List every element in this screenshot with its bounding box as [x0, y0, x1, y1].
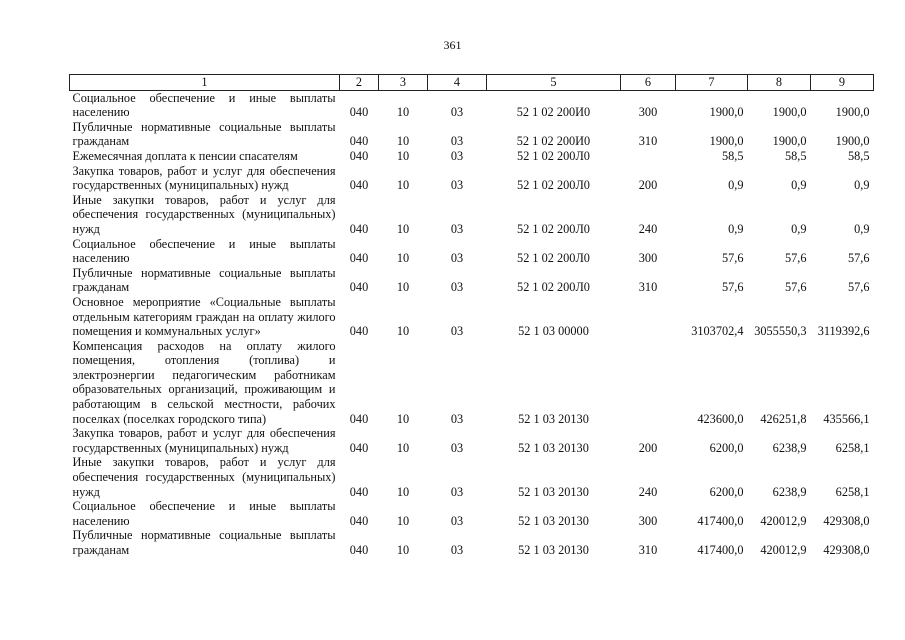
- row-amount-col8: 3055550,3: [754, 324, 807, 339]
- row-gr-code: 040: [349, 484, 369, 499]
- row-expense-type: 240: [638, 484, 658, 499]
- row-amount-col9: 6258,1: [835, 440, 870, 455]
- row-expense-type: 300: [638, 513, 658, 528]
- row-gr-code: 040: [349, 148, 369, 163]
- row-gr-code: 040: [349, 543, 369, 557]
- row-amount-col9: 3119392,6: [817, 324, 870, 339]
- row-amount-col8: 57,6: [784, 280, 807, 295]
- row-amount-col7: 6200,0: [709, 484, 744, 499]
- row-expense-type: 200: [638, 178, 658, 193]
- row-gr-code: 040: [349, 324, 369, 339]
- row-section-code: 10: [396, 221, 410, 236]
- row-expense-type: [621, 149, 676, 164]
- row-expense-type: [621, 295, 676, 339]
- row-description: Ежемесячная доплата к пенсии спасателям: [72, 148, 298, 163]
- row-gr-code: 040: [349, 105, 369, 120]
- row-subsection-code: 03: [450, 221, 464, 236]
- row-subsection-code: 03: [450, 178, 464, 193]
- row-amount-col8: 1900,0: [772, 134, 807, 149]
- row-expense-type: 240: [638, 221, 658, 236]
- table-row: [70, 90, 874, 120]
- header-cell: 3: [379, 75, 428, 91]
- row-amount-col9: 58,5: [847, 148, 870, 163]
- row-gr-code: 040: [349, 513, 369, 528]
- row-target-code: 52 1 02 200Л0: [517, 221, 590, 236]
- header-cell: 5: [487, 75, 621, 91]
- row-amount-col7: 1900,0: [709, 105, 744, 120]
- row-section-code: 10: [396, 411, 410, 426]
- header-cell: 8: [748, 75, 811, 91]
- row-description: Публичные нормативные социальные выплаты гражданам: [72, 265, 336, 295]
- row-gr-code: 040: [349, 251, 369, 266]
- row-target-code: 52 1 02 200И0: [516, 134, 591, 149]
- row-amount-col8: 1900,0: [772, 105, 807, 120]
- table-row: [70, 164, 874, 193]
- table-row: [70, 528, 874, 557]
- row-amount-col8: 426251,8: [760, 411, 807, 426]
- row-expense-type: 300: [638, 105, 658, 120]
- table-row: [70, 266, 874, 295]
- row-amount-col9: 0,9: [854, 178, 870, 193]
- row-section-code: 10: [396, 484, 410, 499]
- row-amount-col8: 58,5: [784, 148, 807, 163]
- row-amount-col7: 58,5: [721, 148, 744, 163]
- row-amount-col8: 6238,9: [772, 484, 807, 499]
- row-section-code: 10: [396, 251, 410, 266]
- row-target-code: 52 1 02 200Л0: [517, 251, 590, 266]
- row-amount-col9: 429308,0: [823, 513, 870, 528]
- header-cell: 1: [70, 75, 340, 91]
- row-target-code: 52 1 02 200И0: [516, 105, 591, 120]
- table-row: [70, 339, 874, 427]
- row-expense-type: [621, 339, 676, 427]
- row-description: Закупка товаров, работ и услуг для обеспечения государственных (муниципальных) нужд: [72, 163, 336, 193]
- row-amount-col9: 1900,0: [835, 105, 870, 120]
- row-expense-type: 310: [638, 280, 658, 295]
- row-amount-col7: 417400,0: [697, 513, 744, 528]
- row-amount-col7: 0,9: [728, 221, 744, 236]
- header-cell: 7: [676, 75, 748, 91]
- row-description: Социальное обеспечение и иные выплаты населению: [72, 236, 336, 266]
- row-gr-code: 040: [349, 221, 369, 236]
- page-number: 361: [443, 38, 462, 52]
- row-section-code: 10: [396, 105, 410, 120]
- row-amount-col8: 57,6: [784, 251, 807, 266]
- row-target-code: 52 1 03 20130: [518, 484, 589, 499]
- row-subsection-code: 03: [450, 148, 464, 163]
- table-row: [70, 237, 874, 266]
- table-row: [70, 295, 874, 339]
- row-subsection-code: 03: [450, 440, 464, 455]
- row-gr-code: 040: [349, 440, 369, 455]
- table-row: [70, 193, 874, 237]
- row-subsection-code: 03: [450, 105, 464, 120]
- header-row: [70, 75, 874, 91]
- row-section-code: 10: [396, 324, 410, 339]
- header-cell: 2: [340, 75, 379, 91]
- row-subsection-code: 03: [450, 484, 464, 499]
- row-amount-col8: 0,9: [791, 221, 807, 236]
- row-description: Основное мероприятие «Социальные выплаты отдельным категориям граждан на оплату жилого помещения и коммунальных услуг»: [72, 294, 336, 339]
- row-description: Закупка товаров, работ и услуг для обеспечения государственных (муниципальных) нужд: [72, 426, 336, 455]
- table-row: [70, 499, 874, 528]
- header-cell: 6: [621, 75, 676, 91]
- row-section-code: 10: [396, 134, 410, 149]
- row-target-code: 52 1 02 200Л0: [517, 280, 590, 295]
- table-row: [70, 455, 874, 499]
- row-subsection-code: 03: [450, 411, 464, 426]
- row-amount-col7: 57,6: [721, 280, 744, 295]
- row-expense-type: 310: [638, 543, 658, 557]
- row-amount-col7: 6200,0: [709, 440, 744, 455]
- row-description: Публичные нормативные социальные выплаты гражданам: [72, 528, 336, 557]
- row-section-code: 10: [396, 178, 410, 193]
- row-amount-col7: 57,6: [721, 251, 744, 266]
- row-section-code: 10: [396, 148, 410, 163]
- row-gr-code: 040: [349, 280, 369, 295]
- row-target-code: 52 1 02 200Л0: [517, 148, 590, 163]
- row-amount-col9: 429308,0: [823, 543, 870, 557]
- row-target-code: 52 1 03 20130: [518, 440, 589, 455]
- row-section-code: 10: [396, 280, 410, 295]
- row-amount-col9: 57,6: [847, 251, 870, 266]
- row-amount-col8: 0,9: [791, 178, 807, 193]
- row-description: Компенсация расходов на оплату жилого помещения, отопления (топлива) и электроэнергии педагогическим работникам образовательных организаций, проживающим и работающим в сельской местности, рабочих поселках (поселках городского типа): [72, 338, 336, 426]
- row-target-code: 52 1 02 200Л0: [517, 178, 590, 193]
- budget-table: [69, 74, 874, 558]
- row-gr-code: 040: [349, 411, 369, 426]
- row-gr-code: 040: [349, 178, 369, 193]
- table-row: [70, 120, 874, 149]
- row-target-code: 52 1 03 20130: [518, 411, 589, 426]
- row-expense-type: 300: [638, 251, 658, 266]
- row-amount-col9: 57,6: [847, 280, 870, 295]
- row-target-code: 52 1 03 20130: [518, 543, 589, 557]
- row-section-code: 10: [396, 513, 410, 528]
- header-cell: 9: [811, 75, 874, 91]
- table-body: [70, 90, 874, 558]
- row-section-code: 10: [396, 543, 410, 557]
- row-amount-col7: 417400,0: [697, 543, 744, 557]
- row-subsection-code: 03: [450, 324, 464, 339]
- table-row: [70, 149, 874, 164]
- row-amount-col7: 423600,0: [697, 411, 744, 426]
- row-target-code: 52 1 03 20130: [518, 513, 589, 528]
- row-amount-col9: 0,9: [854, 221, 870, 236]
- row-amount-col7: 3103702,4: [691, 324, 744, 339]
- row-amount-col8: 420012,9: [760, 513, 807, 528]
- row-description: Социальное обеспечение и иные выплаты населению: [72, 499, 336, 528]
- row-amount-col9: 1900,0: [835, 134, 870, 149]
- row-target-code: 52 1 03 00000: [518, 324, 589, 339]
- row-description: Социальное обеспечение и иные выплаты населению: [72, 90, 336, 120]
- row-expense-type: 310: [638, 134, 658, 149]
- row-gr-code: 040: [349, 134, 369, 149]
- row-expense-type: 200: [638, 440, 658, 455]
- row-subsection-code: 03: [450, 251, 464, 266]
- row-description: Публичные нормативные социальные выплаты гражданам: [72, 119, 336, 149]
- row-subsection-code: 03: [450, 134, 464, 149]
- row-subsection-code: 03: [450, 543, 464, 557]
- row-amount-col8: 6238,9: [772, 440, 807, 455]
- row-amount-col9: 6258,1: [835, 484, 870, 499]
- header-cell: 4: [428, 75, 487, 91]
- row-subsection-code: 03: [450, 513, 464, 528]
- row-amount-col7: 1900,0: [709, 134, 744, 149]
- row-description: Иные закупки товаров, работ и услуг для обеспечения государственных (муниципальных) нужд: [72, 192, 336, 236]
- table-row: [70, 426, 874, 455]
- row-amount-col9: 435566,1: [823, 411, 870, 426]
- row-description: Иные закупки товаров, работ и услуг для обеспечения государственных (муниципальных) нужд: [72, 455, 336, 499]
- row-amount-col7: 0,9: [728, 178, 744, 193]
- row-subsection-code: 03: [450, 280, 464, 295]
- row-amount-col8: 420012,9: [760, 543, 807, 557]
- row-section-code: 10: [396, 440, 410, 455]
